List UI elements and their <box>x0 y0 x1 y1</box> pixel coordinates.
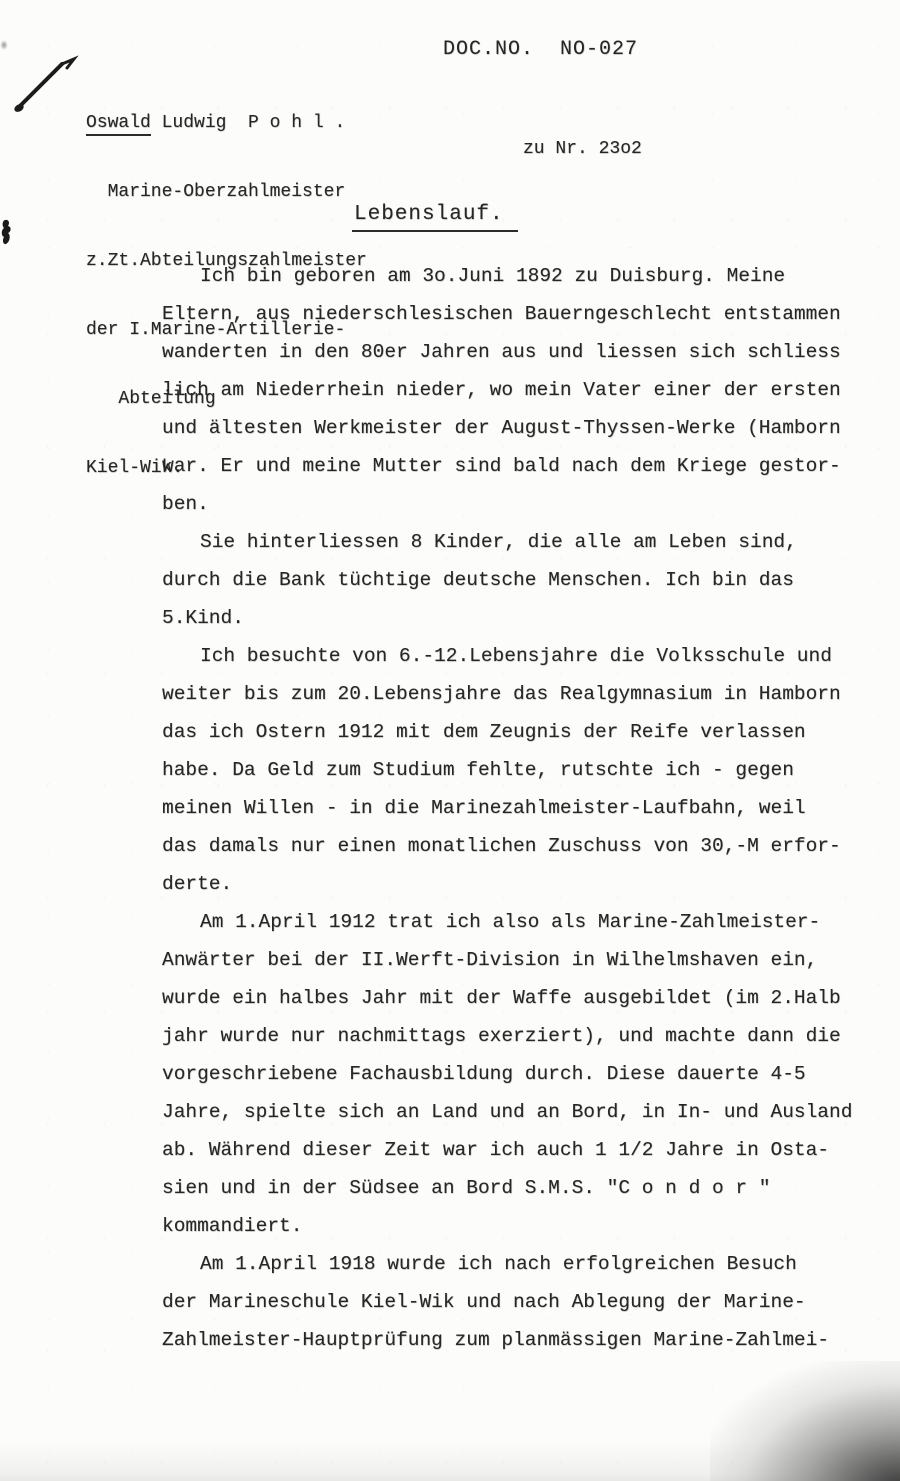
text-line: Eltern, aus niederschlesischen Bauerngeschlecht entstammen <box>162 303 841 325</box>
text-line: Am 1.April 1918 wurde ich nach erfolgreichen Besuch <box>200 1253 797 1275</box>
text-line: sien und in der Südsee an Bord S.M.S. "C o n d o r " <box>162 1177 771 1199</box>
author-name-rest: Ludwig P o h l . <box>150 113 346 133</box>
text-line: Zahlmeister-Hauptprüfung zum planmässigen Marine-Zahlmei- <box>162 1329 830 1351</box>
author-location: Kiel-Wik. <box>86 458 184 478</box>
text-line: vorgeschriebene Fachausbildung durch. Diese dauerte 4-5 <box>162 1063 806 1085</box>
author-first-name: Oswald <box>86 113 151 136</box>
author-unit-line1: der I.Marine-Artillerie- <box>86 320 346 340</box>
text-line: war. Er und meine Mutter sind bald nach dem Kriege gestor- <box>162 455 841 477</box>
document-number: DOC.NO. NO-027 <box>443 38 639 61</box>
text-line: Jahre, spielte sich an Land und an Bord, in In- und Ausland <box>162 1101 853 1123</box>
text-line: habe. Da Geld zum Studium fehlte, rutschte ich - gegen <box>162 759 794 781</box>
text-line: der Marineschule Kiel-Wik und nach Ablegung der Marine- <box>162 1291 806 1313</box>
author-name <box>86 112 367 135</box>
text-line: jahr wurde nur nachmittags exerziert), und machte dann die <box>162 1025 841 1047</box>
corner-smudge-artifact <box>710 1361 900 1481</box>
text-line: Sie hinterliessen 8 Kinder, die alle am Leben sind, <box>200 531 797 553</box>
text-line: derte. <box>162 873 233 895</box>
text-line: das damals nur einen monatlichen Zuschuss von 30,-M erfor- <box>162 835 841 857</box>
author-position: z.Zt.Abteilungszahlmeister <box>86 251 367 271</box>
text-line: Am 1.April 1912 trat ich also als Marine-Zahlmeister- <box>200 911 821 933</box>
pen-stroke-mark <box>6 48 86 118</box>
text-line: Ich besuchte von 6.-12.Lebensjahre die Volksschule und <box>200 645 832 667</box>
ink-blot-mark <box>0 218 14 246</box>
text-line: und ältesten Werkmeister der August-Thyssen-Werke (Hamborn <box>162 417 841 439</box>
text-line: Ich bin geboren am 3o.Juni 1892 zu Duisburg. Meine <box>200 265 786 287</box>
text-line: 5.Kind. <box>162 607 244 629</box>
body-text <box>162 258 862 1360</box>
page-title: Lebenslauf. <box>352 203 518 232</box>
text-line: weiter bis zum 20.Lebensjahre das Realgymnasium in Hamborn <box>162 683 841 705</box>
text-line: meinen Willen - in die Marinezahlmeister-Laufbahn, weil <box>162 797 806 819</box>
text-line: durch die Bank tüchtige deutsche Menschen. Ich bin das <box>162 569 794 591</box>
text-line: das ich Ostern 1912 mit dem Zeugnis der Reife verlassen <box>162 721 806 743</box>
author-rank: Marine-Oberzahlmeister <box>86 182 346 202</box>
author-unit-line2: Abteilung <box>86 389 216 409</box>
text-line: ben. <box>162 493 209 515</box>
reference-number: zu Nr. 23o2 <box>523 139 642 159</box>
text-line: lich am Niederrhein nieder, wo mein Vater einer der ersten <box>162 379 841 401</box>
text-line: wurde ein halbes Jahr mit der Waffe ausgebildet (im 2.Halb <box>162 987 841 1009</box>
text-line: ab. Während dieser Zeit war ich auch 1 1/2 Jahre in Osta- <box>162 1139 830 1161</box>
text-line: Anwärter bei der II.Werft-Division in Wilhelmshaven ein, <box>162 949 818 971</box>
edge-speck-mark <box>0 40 8 50</box>
text-line: kommandiert. <box>162 1215 303 1237</box>
text-line: wanderten in den 80er Jahren aus und liessen sich schliess <box>162 341 841 363</box>
